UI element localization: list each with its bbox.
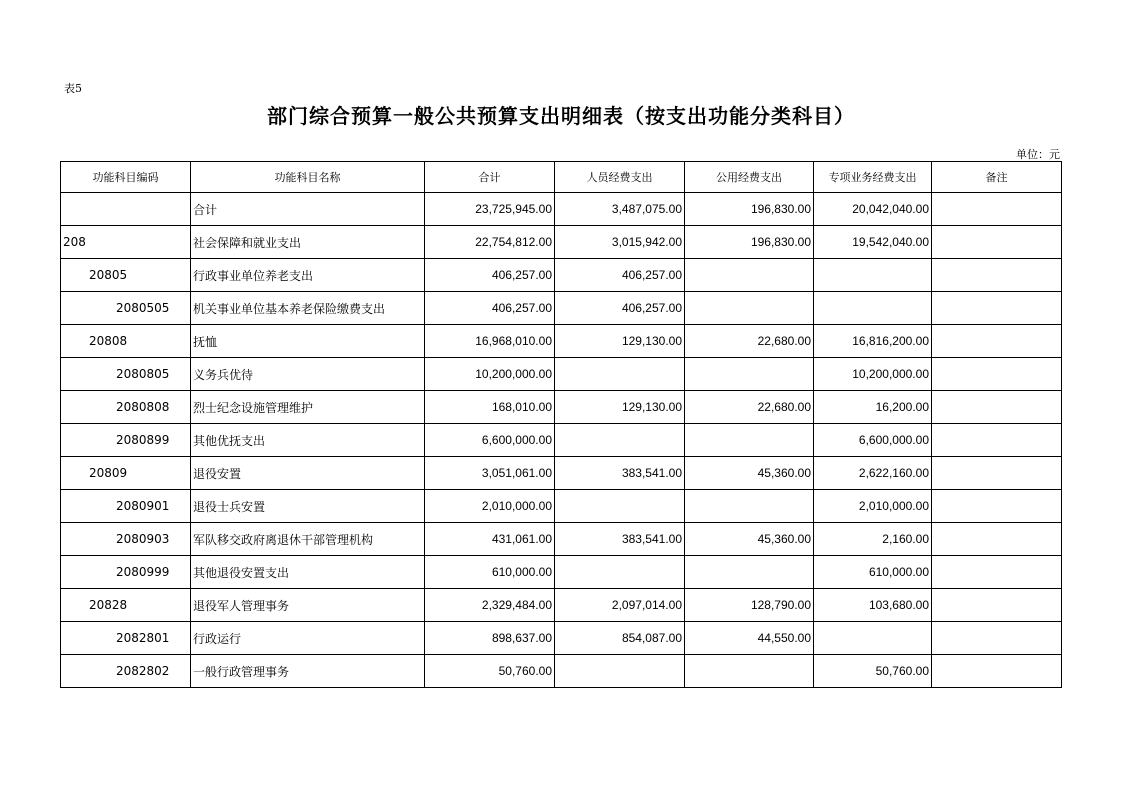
- cell-note: [932, 358, 1062, 391]
- cell-public: 45,360.00: [685, 523, 814, 556]
- cell-code: 208: [61, 226, 191, 259]
- cell-note: [932, 226, 1062, 259]
- cell-public: 128,790.00: [685, 589, 814, 622]
- cell-code: 2080505: [61, 292, 191, 325]
- cell-personnel: [555, 655, 685, 688]
- cell-personnel: 129,130.00: [555, 325, 685, 358]
- cell-personnel: 3,015,942.00: [555, 226, 685, 259]
- cell-public: 22,680.00: [685, 325, 814, 358]
- cell-public: 44,550.00: [685, 622, 814, 655]
- cell-special: 2,160.00: [814, 523, 932, 556]
- cell-name: 其他优抚支出: [191, 424, 425, 457]
- cell-public: [685, 292, 814, 325]
- cell-code: 2080808: [61, 391, 191, 424]
- cell-name: 一般行政管理事务: [191, 655, 425, 688]
- cell-name: 抚恤: [191, 325, 425, 358]
- cell-code: 2080999: [61, 556, 191, 589]
- cell-special: 2,010,000.00: [814, 490, 932, 523]
- cell-special: 50,760.00: [814, 655, 932, 688]
- cell-total: 406,257.00: [425, 259, 555, 292]
- cell-note: [932, 523, 1062, 556]
- cell-total: 406,257.00: [425, 292, 555, 325]
- cell-name: 行政事业单位养老支出: [191, 259, 425, 292]
- cell-public: 196,830.00: [685, 193, 814, 226]
- cell-total: 10,200,000.00: [425, 358, 555, 391]
- cell-special: [814, 259, 932, 292]
- cell-code: 2082801: [61, 622, 191, 655]
- cell-public: 196,830.00: [685, 226, 814, 259]
- cell-personnel: [555, 556, 685, 589]
- cell-special: 19,542,040.00: [814, 226, 932, 259]
- table-row: [61, 490, 1062, 523]
- cell-code: 2082802: [61, 655, 191, 688]
- cell-name: 合计: [191, 193, 425, 226]
- table-row: [61, 325, 1062, 358]
- cell-special: 103,680.00: [814, 589, 932, 622]
- cell-total: 898,637.00: [425, 622, 555, 655]
- cell-name: 军队移交政府离退休干部管理机构: [191, 523, 425, 556]
- cell-note: [932, 259, 1062, 292]
- cell-name: 退役安置: [191, 457, 425, 490]
- page-title: 部门综合预算一般公共预算支出明细表（按支出功能分类科目）: [267, 104, 855, 128]
- cell-personnel: [555, 490, 685, 523]
- cell-personnel: 854,087.00: [555, 622, 685, 655]
- cell-personnel: [555, 358, 685, 391]
- cell-note: [932, 655, 1062, 688]
- cell-total: 6,600,000.00: [425, 424, 555, 457]
- table-row: [61, 523, 1062, 556]
- column-header-special: 专项业务经费支出: [814, 162, 932, 193]
- cell-total: 431,061.00: [425, 523, 555, 556]
- table-row: [61, 193, 1062, 226]
- cell-name: 烈士纪念设施管理维护: [191, 391, 425, 424]
- table-row: [61, 424, 1062, 457]
- cell-note: [932, 292, 1062, 325]
- cell-note: [932, 622, 1062, 655]
- cell-special: 2,622,160.00: [814, 457, 932, 490]
- cell-code: 2080805: [61, 358, 191, 391]
- column-header-total: 合计: [425, 162, 555, 193]
- cell-special: 6,600,000.00: [814, 424, 932, 457]
- cell-total: 2,329,484.00: [425, 589, 555, 622]
- cell-public: [685, 358, 814, 391]
- column-header-name: 功能科目名称: [191, 162, 425, 193]
- cell-public: [685, 259, 814, 292]
- cell-special: 10,200,000.00: [814, 358, 932, 391]
- cell-public: [685, 556, 814, 589]
- cell-code: 20828: [61, 589, 191, 622]
- cell-code: [61, 193, 191, 226]
- cell-personnel: 2,097,014.00: [555, 589, 685, 622]
- table-body: [61, 193, 1062, 688]
- column-header-personnel: 人员经费支出: [555, 162, 685, 193]
- cell-total: 2,010,000.00: [425, 490, 555, 523]
- cell-special: [814, 622, 932, 655]
- cell-special: [814, 292, 932, 325]
- cell-personnel: 3,487,075.00: [555, 193, 685, 226]
- cell-note: [932, 424, 1062, 457]
- cell-code: 20808: [61, 325, 191, 358]
- table-row: [61, 589, 1062, 622]
- cell-personnel: 406,257.00: [555, 292, 685, 325]
- column-header-public: 公用经费支出: [685, 162, 814, 193]
- cell-total: 16,968,010.00: [425, 325, 555, 358]
- cell-total: 23,725,945.00: [425, 193, 555, 226]
- cell-special: 20,042,040.00: [814, 193, 932, 226]
- cell-special: 610,000.00: [814, 556, 932, 589]
- cell-note: [932, 325, 1062, 358]
- cell-code: 2080899: [61, 424, 191, 457]
- cell-name: 社会保障和就业支出: [191, 226, 425, 259]
- table-row: [61, 259, 1062, 292]
- table-number-label: 表5: [64, 82, 82, 95]
- table-row: [61, 226, 1062, 259]
- cell-total: 168,010.00: [425, 391, 555, 424]
- table-row: [61, 292, 1062, 325]
- cell-public: 45,360.00: [685, 457, 814, 490]
- cell-special: 16,200.00: [814, 391, 932, 424]
- cell-total: 50,760.00: [425, 655, 555, 688]
- cell-name: 退役军人管理事务: [191, 589, 425, 622]
- cell-total: 22,754,812.00: [425, 226, 555, 259]
- cell-note: [932, 457, 1062, 490]
- cell-name: 义务兵优待: [191, 358, 425, 391]
- cell-name: 其他退役安置支出: [191, 556, 425, 589]
- table-row: [61, 457, 1062, 490]
- cell-personnel: 129,130.00: [555, 391, 685, 424]
- cell-public: [685, 490, 814, 523]
- unit-label: 单位：元: [1016, 148, 1060, 161]
- cell-note: [932, 391, 1062, 424]
- cell-total: 3,051,061.00: [425, 457, 555, 490]
- table-row: [61, 655, 1062, 688]
- table-row: [61, 391, 1062, 424]
- cell-name: 机关事业单位基本养老保险缴费支出: [191, 292, 425, 325]
- table-row: [61, 358, 1062, 391]
- cell-personnel: 383,541.00: [555, 523, 685, 556]
- column-header-code: 功能科目编码: [61, 162, 191, 193]
- cell-note: [932, 589, 1062, 622]
- cell-code: 2080903: [61, 523, 191, 556]
- table-row: [61, 622, 1062, 655]
- cell-personnel: 383,541.00: [555, 457, 685, 490]
- cell-special: 16,816,200.00: [814, 325, 932, 358]
- cell-note: [932, 193, 1062, 226]
- cell-public: [685, 424, 814, 457]
- cell-public: [685, 655, 814, 688]
- table-row: [61, 556, 1062, 589]
- cell-note: [932, 490, 1062, 523]
- column-header-note: 备注: [932, 162, 1062, 193]
- cell-code: 20805: [61, 259, 191, 292]
- cell-name: 退役士兵安置: [191, 490, 425, 523]
- cell-total: 610,000.00: [425, 556, 555, 589]
- cell-personnel: 406,257.00: [555, 259, 685, 292]
- cell-name: 行政运行: [191, 622, 425, 655]
- cell-note: [932, 556, 1062, 589]
- cell-code: 2080901: [61, 490, 191, 523]
- expenditure-table: [60, 161, 1062, 688]
- cell-personnel: [555, 424, 685, 457]
- cell-public: 22,680.00: [685, 391, 814, 424]
- cell-code: 20809: [61, 457, 191, 490]
- table-header-row: [61, 162, 1062, 193]
